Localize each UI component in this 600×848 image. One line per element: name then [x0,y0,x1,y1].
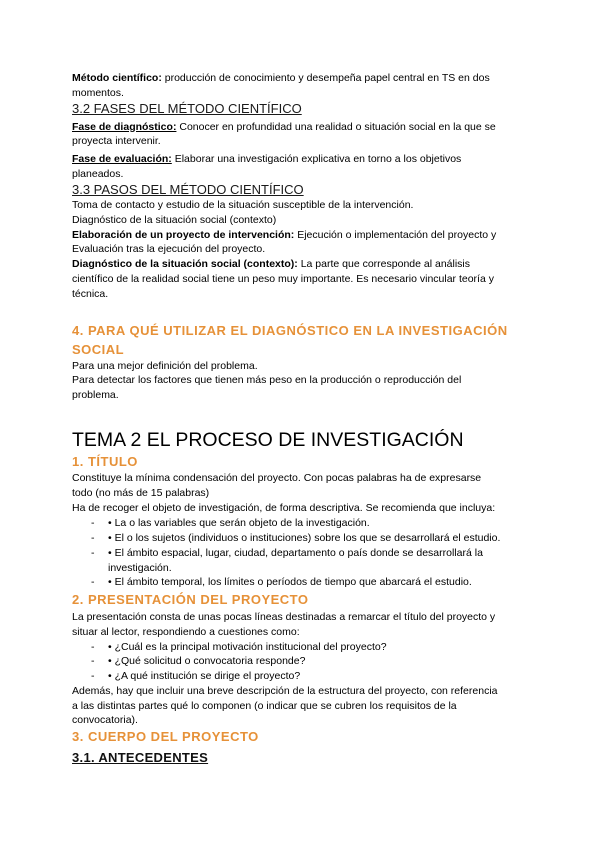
list-marker: - [91,640,95,653]
presentacion-closing-paragraph [72,684,600,728]
text-line: planeados. [72,167,124,180]
text-line: • ¿Qué solicitud o convocatoria responde? [108,655,306,668]
text-line: Diagnóstico de la situación social (contexto) [72,213,277,226]
diagnostico-contexto-label: Diagnóstico de la situación social (contexto): [72,258,298,270]
text-line: Ha de recoger el objeto de investigación, de forma descriptiva. Se recomienda que incluya: [72,501,496,514]
metodo-cientifico-text: producción de conocimiento y desempeña papel central en TS en dos [161,72,490,84]
text-line: todo (no más de 15 palabras) [72,486,210,499]
section-heading-4 [72,321,600,359]
text-line: Constituye la mínima condensación del proyecto. Con pocas palabras ha de expresarse [72,472,482,484]
text-line: a las distintas partes qué lo componen (o indicar que se cubren los requisitos de la [72,699,457,712]
fase-evaluacion-paragraph [72,152,600,182]
list-marker: - [91,670,95,682]
diagnostico-uso-paragraph [72,359,600,403]
text-line [72,71,600,86]
list-marker: - [91,517,95,530]
text-line: técnica. [72,287,109,300]
text-line: investigación. [108,561,172,574]
text-line: momentos. [72,86,124,99]
text-line: científico de la realidad social tiene un peso muy importante. Es necesario vincular teoría y [72,272,494,285]
diagnostico-contexto-text: La parte que corresponde al análisis [297,258,470,270]
text-line [72,228,600,243]
pasos-paragraph [72,198,600,228]
list-item [91,654,600,669]
titulo-list [72,516,600,590]
text-line [72,152,600,167]
text-line: situar al lector, respondiendo a cuestiones como: [72,625,300,638]
elaboracion-text: Ejecución o implementación del proyecto y [294,228,497,241]
list-item [91,531,600,546]
text-line: • ¿Cuál es la principal motivación institucional del proyecto? [108,640,387,653]
list-item [91,669,600,684]
text-line: • El ámbito temporal, los límites o períodos de tiempo que abarcará el estudio. [108,576,472,589]
text-line: Para detectar los factores que tienen más peso en la producción o reproducción del [72,374,462,387]
section-heading-antecedentes: 3.1. ANTECEDENTES [72,750,209,765]
text-line: Además, hay que incluir una breve descripción de la estructura del proyecto, con referencia [72,684,498,697]
fase-diagnostico-label: Fase de diagnóstico: [72,120,177,133]
section-heading-presentacion: 2. PRESENTACIÓN DEL PROYECTO [72,592,309,607]
text-line: • El ámbito espacial, lugar, ciudad, departamento o país donde se desarrollará la [108,546,483,559]
titulo-paragraph [72,471,600,515]
text-line: convocatoria). [72,714,138,727]
list-marker: - [91,532,95,544]
text-line: La presentación consta de unas pocas líneas destinadas a remarcar el título del proyecto y [72,611,496,623]
section-heading-titulo: 1. TÍTULO [72,454,138,469]
section-heading-cuerpo: 3. CUERPO DEL PROYECTO [72,729,259,744]
list-item [91,640,600,655]
metodo-cientifico-label: Método científico: [72,72,162,84]
text-line: Toma de contacto y estudio de la situación susceptible de la intervención. [72,199,414,211]
presentacion-paragraph [72,610,600,640]
text-line: • ¿A qué institución se dirige el proyecto? [108,670,301,682]
text-line [72,120,600,135]
metodo-cientifico-paragraph [72,71,600,101]
text-line: • La o las variables que serán objeto de la investigación. [108,517,370,530]
chapter-title: TEMA 2 EL PROCESO DE INVESTIGACIÓN [72,429,464,451]
list-marker: - [91,576,95,589]
fase-diagnostico-text: Conocer en profundidad una realidad o situación social en la que se [176,120,496,133]
list-marker: - [91,655,95,668]
fase-diagnostico-paragraph [72,120,600,150]
heading-line: SOCIAL [72,341,125,357]
fase-evaluacion-text: Elaborar una investigación explicativa en torno a los objetivos [171,153,462,165]
text-line [72,257,600,272]
list-item [91,575,600,590]
list-item [91,516,600,531]
section-heading-3-2: 3.2 FASES DEL MÉTODO CIENTÍFICO [72,100,302,116]
text-line: proyecta intervenir. [72,135,161,148]
list-item [91,546,600,576]
section-heading-3-3: 3.3 PASOS DEL MÉTODO CIENTÍFICO [72,182,304,197]
elaboracion-paragraph [72,228,600,258]
presentacion-list [72,640,600,684]
text-line: Evaluación tras la ejecución del proyecto. [72,243,266,256]
text-line: • El o los sujetos (individuos o instituciones) sobre los que se desarrollará el estudio. [108,532,501,544]
list-marker: - [91,546,95,559]
heading-line: 4. PARA QUÉ UTILIZAR EL DIAGNÓSTICO EN LA INVESTIGACIÓN [72,322,508,338]
elaboracion-label: Elaboración de un proyecto de intervención: [72,228,295,241]
diagnostico-contexto-paragraph [72,257,600,301]
text-line: problema. [72,389,119,401]
fase-evaluacion-label: Fase de evaluación: [72,153,172,165]
text-line: Para una mejor definición del problema. [72,359,258,372]
